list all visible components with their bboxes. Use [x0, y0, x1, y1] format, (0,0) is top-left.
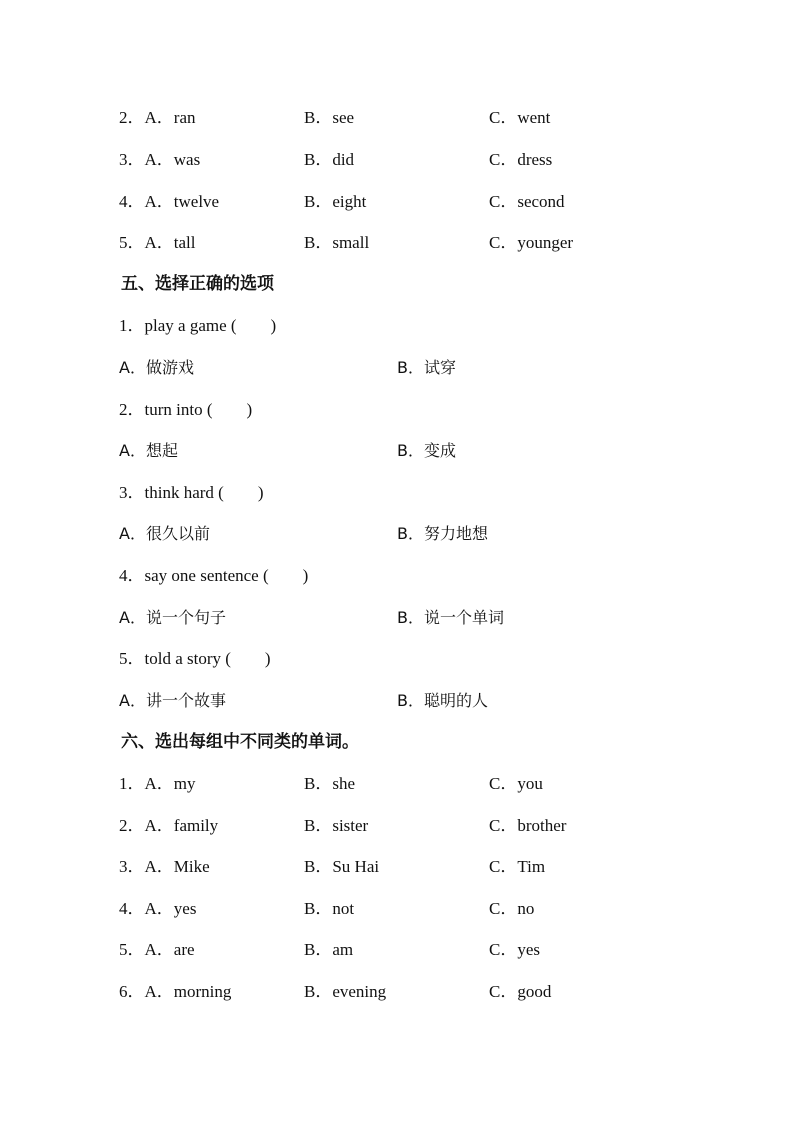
part4-row-5	[0, 231, 794, 255]
option-b: B．sister	[304, 816, 369, 835]
option-c: C．dress	[489, 150, 553, 169]
option-a: 3．A．was	[119, 150, 201, 169]
option-c: C．went	[489, 108, 551, 127]
part6-row-5	[0, 938, 794, 962]
option-b: B．small	[304, 233, 370, 252]
part5-question-4	[0, 564, 794, 588]
part5-question-1	[0, 314, 794, 338]
question-text: 4．say one sentence ( )	[119, 566, 309, 585]
option-b: B．试穿	[397, 358, 456, 377]
option-a: 4．A．twelve	[119, 192, 220, 211]
part6-row-1	[0, 772, 794, 796]
option-b: B．变成	[397, 441, 456, 460]
option-c: C．Tim	[489, 857, 546, 876]
part5-options-1	[0, 356, 794, 380]
part6-row-2	[0, 814, 794, 838]
question-text: 3．think hard ( )	[119, 483, 264, 502]
part5-question-5	[0, 647, 794, 671]
option-a: 4．A．yes	[119, 899, 197, 918]
part6-row-3	[0, 855, 794, 879]
option-b: B．eight	[304, 192, 367, 211]
option-b: B．not	[304, 899, 355, 918]
question-text: 1．play a game ( )	[119, 316, 277, 335]
part4-row-4	[0, 190, 794, 214]
part6-row-6	[0, 980, 794, 1004]
option-c: C．younger	[489, 233, 574, 252]
option-a: A．很久以前	[119, 524, 210, 543]
option-a: 3．A．Mike	[119, 857, 210, 876]
option-a: 2．A．family	[119, 816, 219, 835]
option-c: C．good	[489, 982, 552, 1001]
option-b: B．聪明的人	[397, 691, 488, 710]
option-b: B．努力地想	[397, 524, 488, 543]
option-a: A．做游戏	[119, 358, 194, 377]
part5-question-3	[0, 481, 794, 505]
part5-options-2	[0, 439, 794, 463]
option-c: C．yes	[489, 940, 540, 959]
option-a: 5．A．are	[119, 940, 195, 959]
option-b: B．说一个单词	[397, 608, 504, 627]
question-text: 5．told a story ( )	[119, 649, 271, 668]
option-b: B．am	[304, 940, 354, 959]
option-c: C．second	[489, 192, 565, 211]
option-b: B．evening	[304, 982, 387, 1001]
part5-question-2	[0, 398, 794, 422]
part5-options-3	[0, 522, 794, 546]
part4-row-3	[0, 148, 794, 172]
part5-options-4	[0, 606, 794, 630]
option-b: B．see	[304, 108, 355, 127]
option-a: 1．A．my	[119, 774, 196, 793]
section-heading-part6: 六、选出每组中不同类的单词。	[121, 732, 359, 752]
option-b: B．Su Hai	[304, 857, 380, 876]
option-a: A．说一个句子	[119, 608, 226, 627]
part4-row-2	[0, 106, 794, 130]
question-text: 2．turn into ( )	[119, 400, 253, 419]
option-a: A．讲一个故事	[119, 691, 226, 710]
part6-row-4	[0, 897, 794, 921]
part5-options-5	[0, 689, 794, 713]
option-a: 5．A．tall	[119, 233, 196, 252]
option-c: C．no	[489, 899, 535, 918]
option-a: A．想起	[119, 441, 178, 460]
option-c: C．you	[489, 774, 543, 793]
option-b: B．did	[304, 150, 355, 169]
option-c: C．brother	[489, 816, 567, 835]
option-b: B．she	[304, 774, 355, 793]
option-a: 2．A．ran	[119, 108, 196, 127]
option-a: 6．A．morning	[119, 982, 232, 1001]
section-heading-part5: 五、选择正确的选项	[121, 274, 274, 294]
